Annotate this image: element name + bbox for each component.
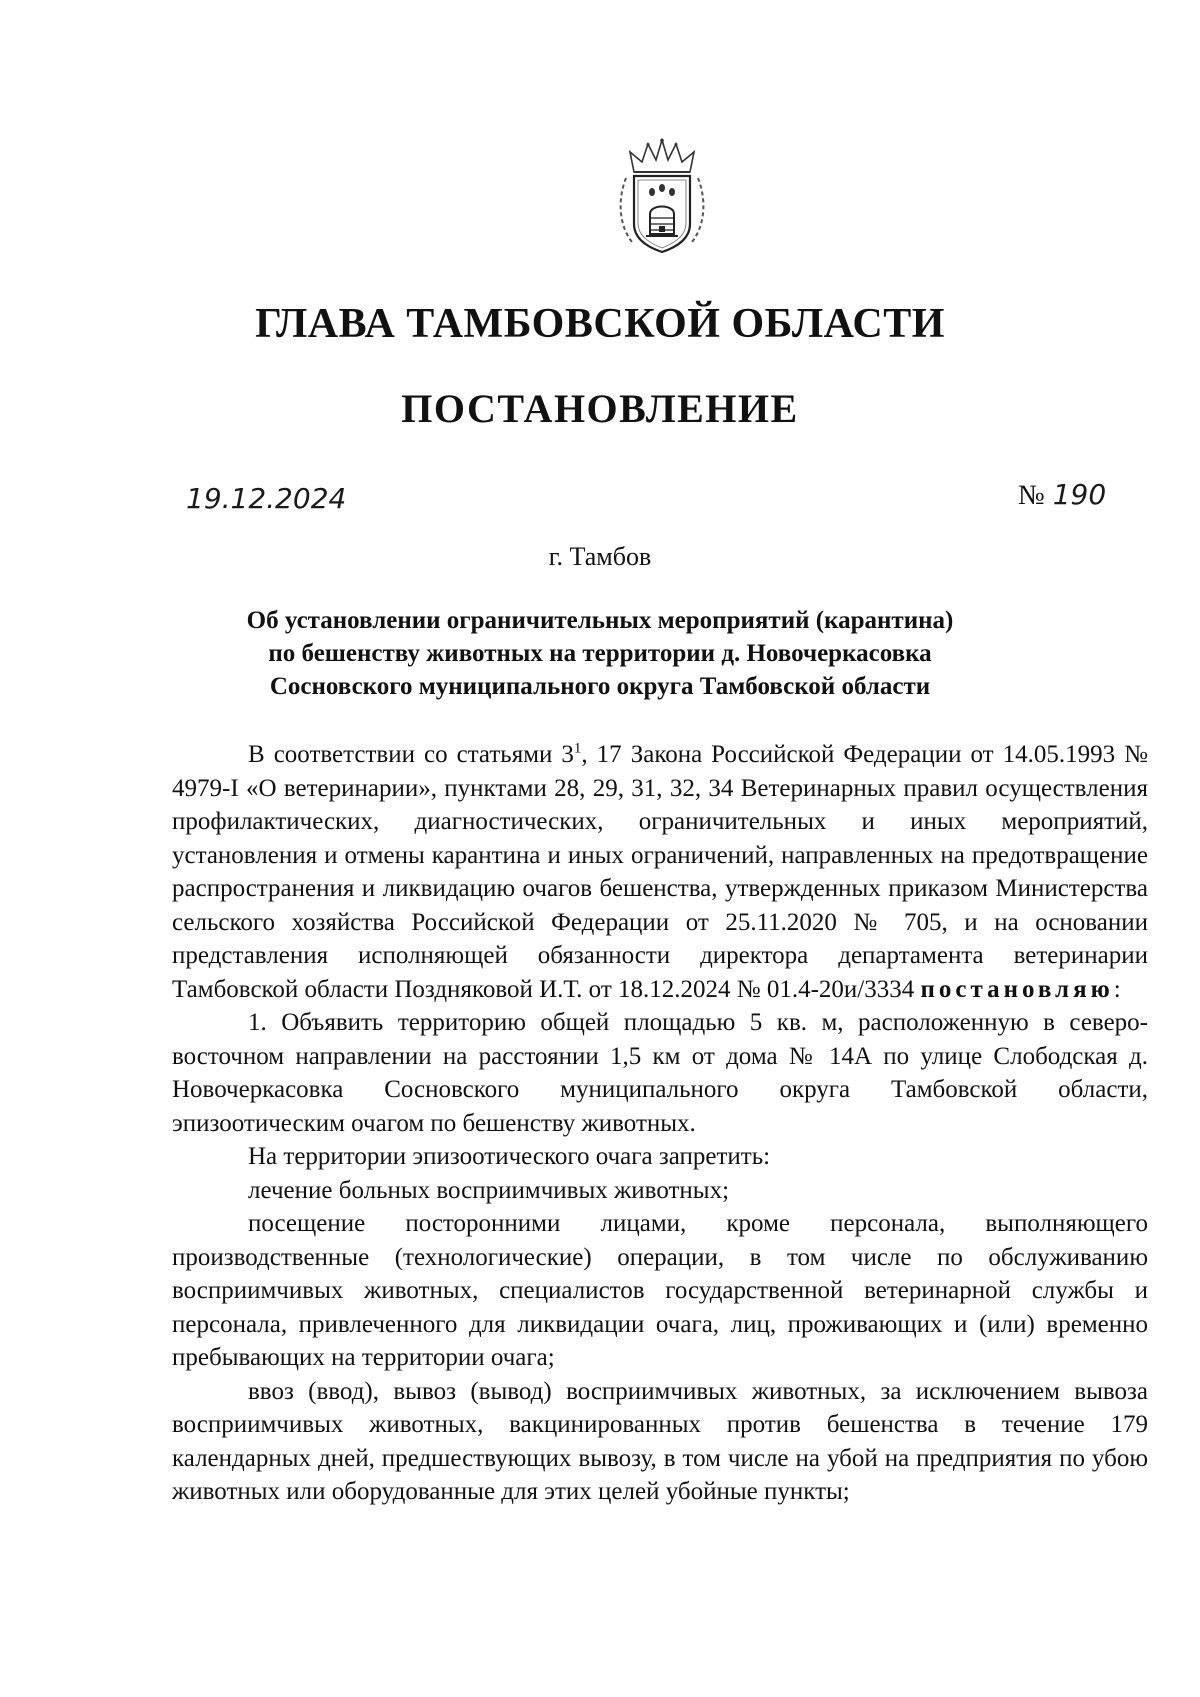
document-date: 19.12.2024 <box>186 482 347 515</box>
preamble-paragraph <box>172 738 1148 1006</box>
document-number <box>1018 478 1106 512</box>
subject-line: Об установлении ограничительных мероприятий (карантина) <box>246 607 954 634</box>
preamble-text: В соответствии со статьями 3 <box>248 741 574 768</box>
document-subject <box>190 604 1010 703</box>
body-paragraph: На территории эпизоотического очага запретить: <box>248 1143 771 1170</box>
preamble-superscript: 1 <box>573 740 582 757</box>
number-label: № <box>1018 480 1045 511</box>
number-value: 190 <box>1052 478 1107 511</box>
issuing-authority: ГЛАВА ТАМБОВСКОЙ ОБЛАСТИ <box>255 301 945 347</box>
document-type: ПОСТАНОВЛЕНИЕ <box>401 386 799 431</box>
subject-line: по бешенству животных на территории д. Новочеркасовка <box>268 640 932 667</box>
body-paragraph: ввоз (ввод), вывоз (вывод) восприимчивых животных, за исключением вывоза восприимчивых животных, вакцинированных против бешенства в течение 179 календарных дней, предшествующих вывозу, в том числе на убой на предприятия по убою животных или оборудованные для этих целей убойные пункты; <box>172 1377 1148 1505</box>
issue-city: г. Тамбов <box>548 542 652 571</box>
resolution-keyword: постановляю <box>920 975 1114 1003</box>
document-body <box>172 738 1148 1509</box>
preamble-text: : <box>1113 975 1121 1003</box>
body-paragraph: посещение посторонними лицами, кроме персонала, выполняющего производственные (технологические) операции, в том числе по обслуживанию восприимчивых животных, специалистов государственной ветеринарной службы и персонала, привлеченного для ликвидации очага, лиц, проживающих и (или) временно пребывающих на территории очага; <box>172 1210 1148 1371</box>
body-paragraph: 1. Объявить территорию общей площадью 5 кв. м, расположенную в северо-восточном направлении на расстоянии 1,5 км от дома № 14А по улице Слободская д. Новочеркасовка Сосновского муниципального округа Тамбовской области, эпизоотическим очагом по бешенству животных. <box>172 1009 1148 1137</box>
coat-of-arms-icon <box>612 138 712 256</box>
preamble-text: , 17 Закона Российской Федерации от 14.05.1993 № 4979-I «О ветеринарии», пунктами 28, 29, 31, 32, 34 Ветеринарных правил осуществления профилактических, диагностических, ограничительных и иных мероприятий, установления и отмены карантина и иных ограничений, направленных на предотвращение распространения и ликвидацию очагов бешенства, утвержденных приказом Министерства сельского хозяйства Российской Федерации от 25.11.2020 № 705, и на основании представления исполняющей обязанности директора департамента ветеринарии Тамбовской области Поздняковой И.Т. от 18.12.2024 № 01.4-20и/3334 <box>172 741 1148 1003</box>
subject-line: Сосновского муниципального округа Тамбовской области <box>269 673 931 700</box>
body-paragraph: лечение больных восприимчивых животных; <box>248 1176 730 1204</box>
